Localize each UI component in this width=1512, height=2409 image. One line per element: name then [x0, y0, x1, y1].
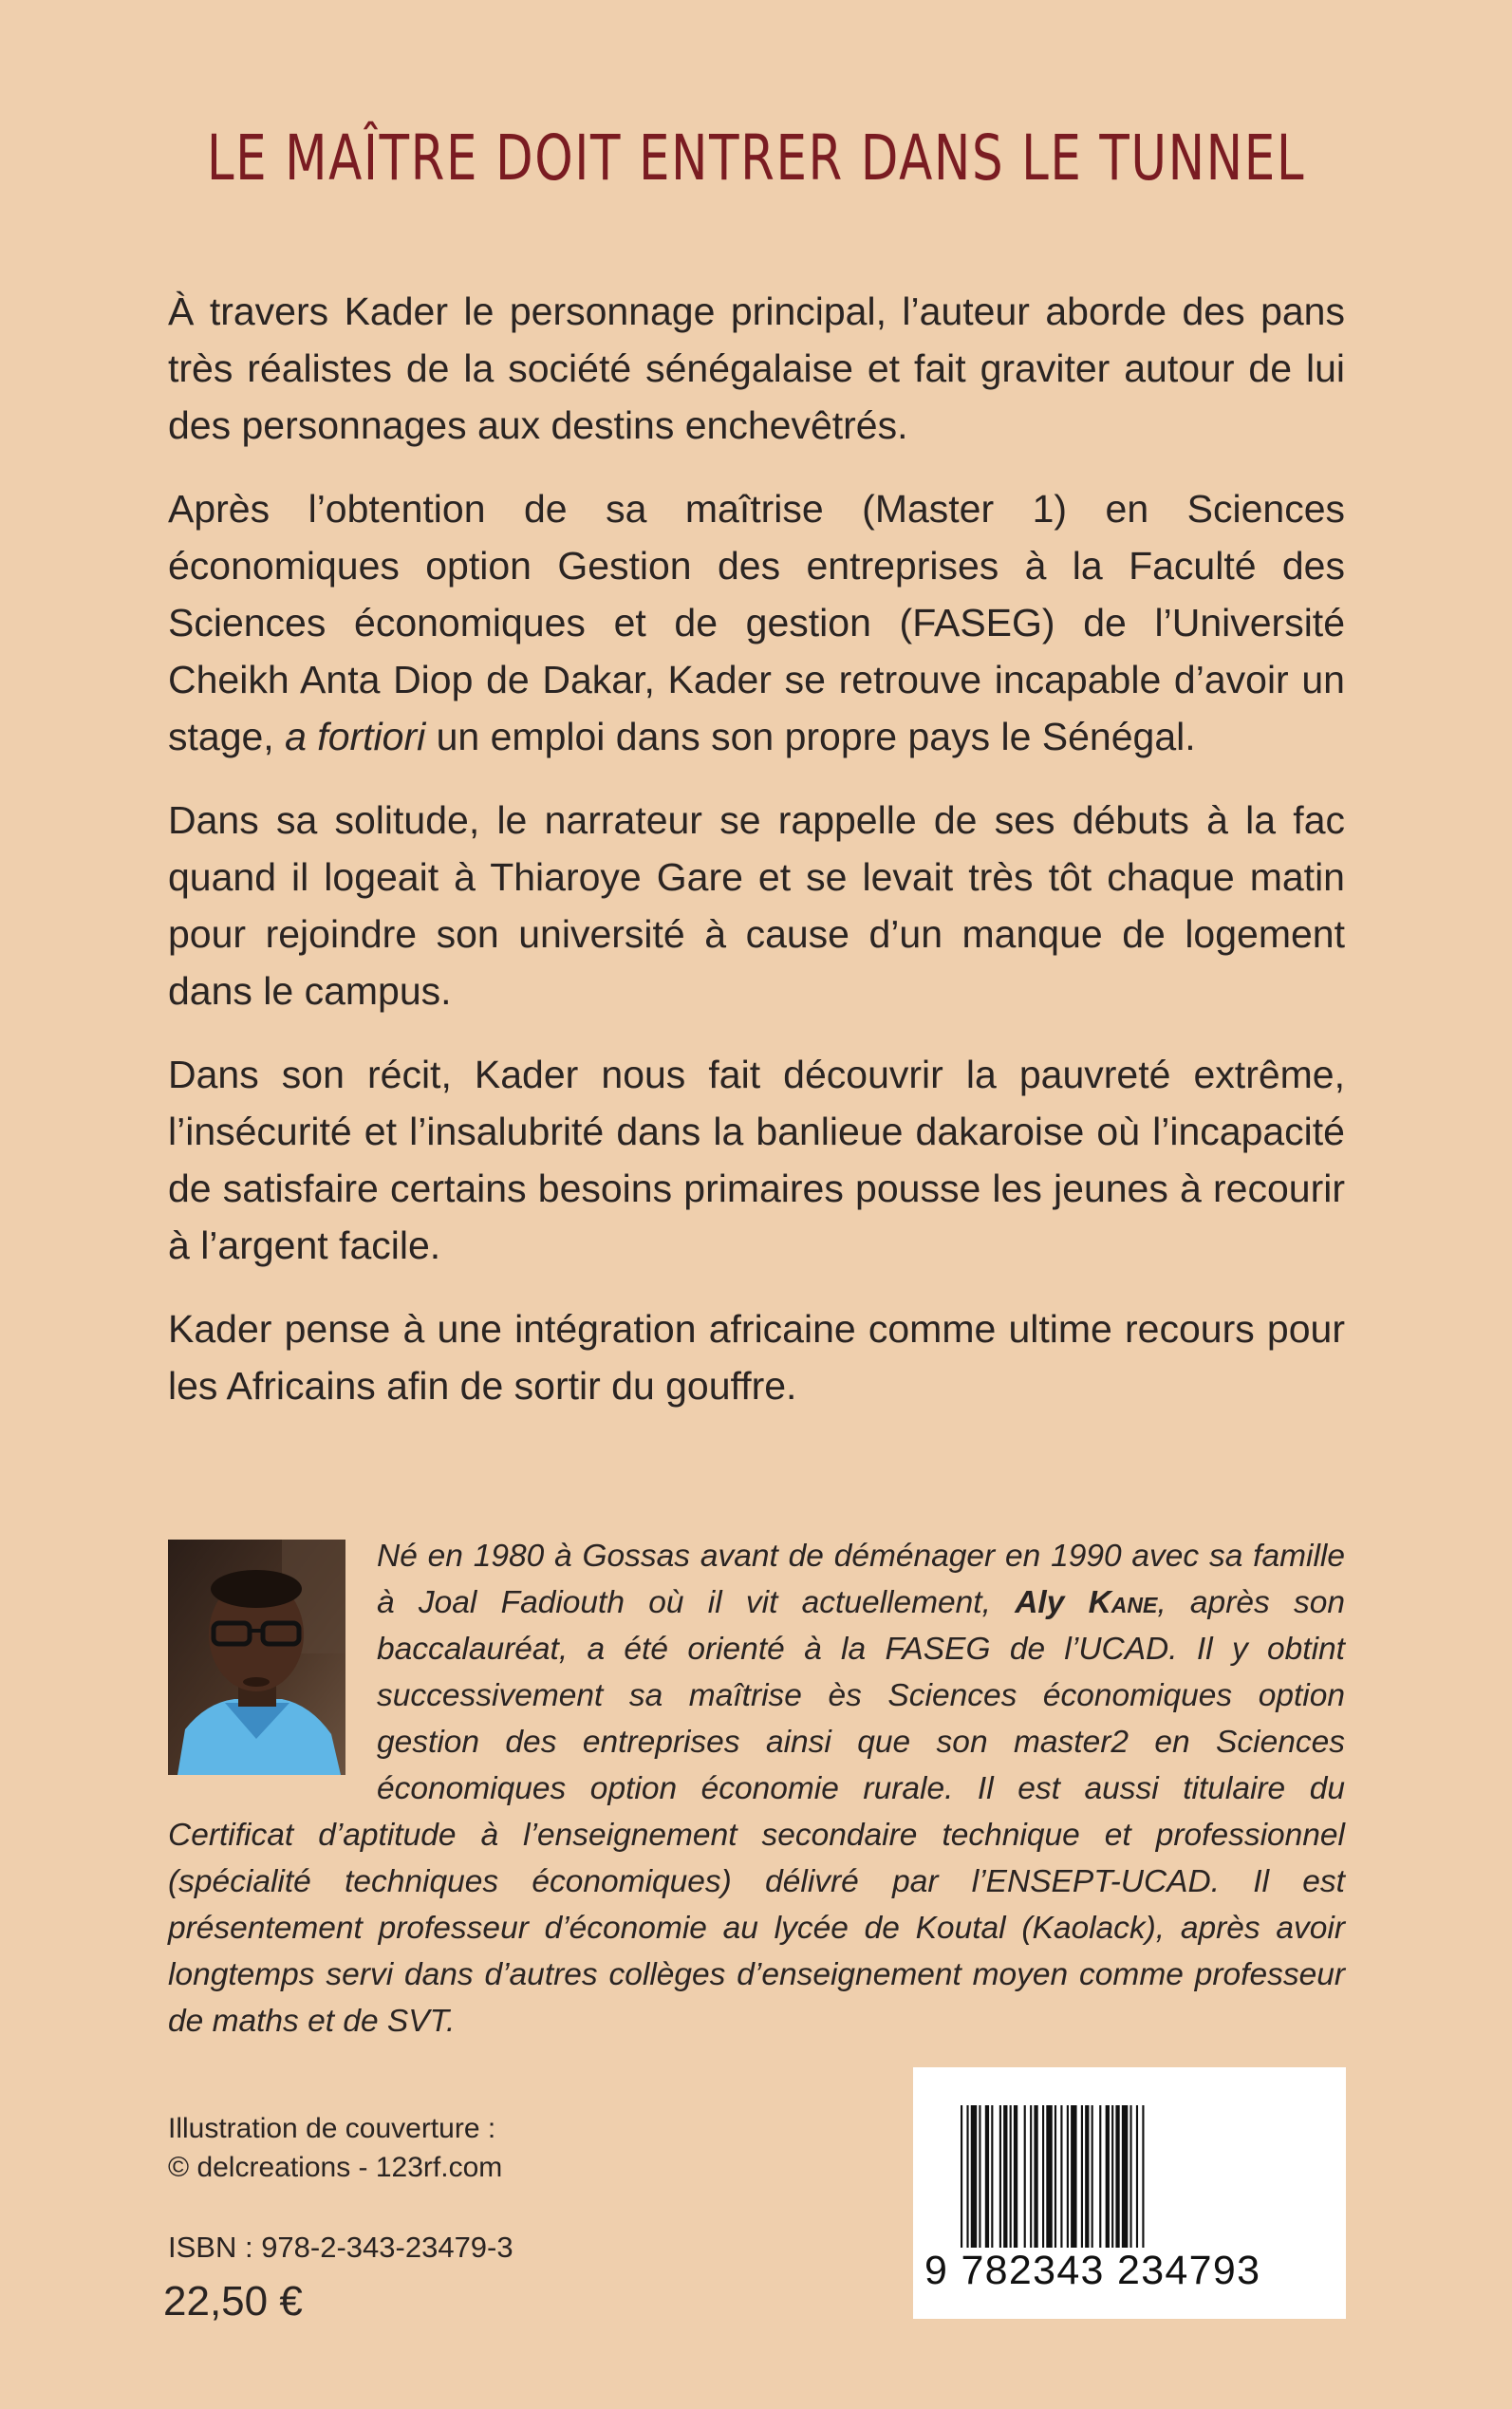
barcode-bar [979, 2105, 980, 2248]
barcode-bar [1014, 2105, 1017, 2248]
barcode-bar [999, 2105, 1001, 2248]
barcode-bar [1092, 2105, 1093, 2248]
price: 22,50 € [163, 2278, 303, 2325]
barcode-bars [961, 2105, 1302, 2257]
barcode-bar [1142, 2105, 1144, 2248]
barcode [913, 2067, 1346, 2319]
barcode-bar [1042, 2105, 1044, 2248]
book-title: LE MAÎTRE DOIT ENTRER DANS LE TUNNEL [206, 121, 1306, 195]
barcode-bar [1111, 2105, 1113, 2248]
bio-text: Né en 1980 à Gossas avant de déménager en 1990 avec sa famille à Joal Fadiouth où il vit actuellement, [377, 1539, 1345, 1620]
barcode-bar [1055, 2105, 1056, 2248]
synopsis [168, 283, 1345, 1441]
bio-text: , après son baccalauréat, a été orienté à la FASEG de l’UCAD. Il y obtint successivement sa maîtrise ès Sciences économiques option gestion des entreprises ainsi que son master2 en Sciences économiques option économie rurale. Il est aussi titulaire du Certificat d’aptitude à l’enseignement secondaire technique et professionnel (spécialité techniques économiques) délivré par l’ENSEPT-UCAD. Il est présentement professeur d’économie au lycée de Koutal (Kaolack), après avoir longtemps servi dans d’autres collèges d’enseignement moyen comme professeur de maths et de SVT. [168, 1585, 1345, 2039]
synopsis-paragraph: Kader pense à une intégration africaine comme ultime recours pour les Africains afin de sortir du gouffre. [168, 1307, 1345, 1408]
barcode-bar [1003, 2105, 1007, 2248]
synopsis-text: Après l’obtention de sa maîtrise (Master 1) en Sciences économiques option Gestion des entreprises à la Faculté des Sciences économiques et de gestion (FASEG) de l’Université Cheikh Anta Diop de Dakar, Kader se retrouve incapable d’avoir un stage, [168, 487, 1345, 758]
barcode-bar [1099, 2105, 1101, 2248]
barcode-bar [1115, 2105, 1119, 2248]
barcode-bar [971, 2105, 977, 2248]
author-bio [168, 1533, 1345, 2045]
photo-spacer [168, 1533, 377, 1785]
synopsis-paragraph: À travers Kader le personnage principal, l’auteur aborde des pans très réalistes de la société sénégalaise et fait graviter autour de lui des personnages aux destins enchevêtrés. [168, 289, 1345, 447]
author-first-name: Aly [1015, 1585, 1065, 1620]
synopsis-paragraph: Dans son récit, Kader nous fait découvrir la pauvreté extrême, l’insécurité et l’insalubrité dans la banlieue dakaroise où l’incapacité de satisfaire certains besoins primaires pousse les jeunes à recourir à l’argent facile. [168, 1053, 1345, 1267]
barcode-bar [1106, 2105, 1110, 2248]
barcode-bar [991, 2105, 993, 2248]
credit-line: Illustration de couverture : [168, 2113, 496, 2144]
barcode-bar [985, 2105, 989, 2248]
barcode-bar [961, 2105, 962, 2248]
synopsis-italic: a fortiori [285, 715, 426, 758]
synopsis-text: un emploi dans son propre pays le Sénégal. [436, 715, 1196, 758]
isbn: ISBN : 978-2-343-23479-3 [168, 2231, 513, 2264]
synopsis-paragraph [168, 480, 1345, 765]
barcode-bar [1081, 2105, 1083, 2248]
barcode-bar [1122, 2105, 1128, 2248]
barcode-bar [1060, 2105, 1062, 2248]
barcode-bar [1136, 2105, 1138, 2248]
barcode-bar [966, 2105, 968, 2248]
cover-credit [168, 2109, 502, 2187]
barcode-bar [1010, 2105, 1012, 2248]
author-name [1015, 1585, 1157, 1620]
barcode-bar [1046, 2105, 1052, 2248]
synopsis-paragraph: Dans sa solitude, le narrateur se rappelle de ses débuts à la fac quand il logeait à Thiaroye Gare et se levait très tôt chaque matin pour rejoindre son université à cause d’un manque de logement dans le campus. [168, 798, 1345, 1013]
barcode-bar [1067, 2105, 1069, 2248]
barcode-bar [1024, 2105, 1026, 2248]
barcode-bar [1071, 2105, 1076, 2248]
barcode-bar [1085, 2105, 1089, 2248]
barcode-bar [1034, 2105, 1037, 2248]
credit-line: © delcreations - 123rf.com [168, 2152, 503, 2183]
barcode-bar [1129, 2105, 1131, 2248]
author-last-name: Kane [1088, 1585, 1158, 1620]
barcode-digits: 9 782343 234793 [924, 2248, 1261, 2293]
barcode-bar [1030, 2105, 1032, 2248]
